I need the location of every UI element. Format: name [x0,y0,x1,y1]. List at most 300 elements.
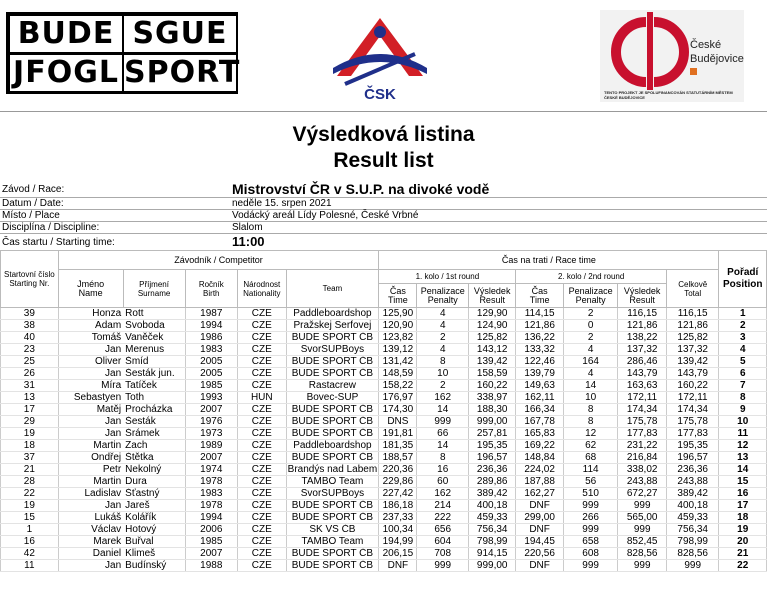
r1-result-cell: 999,00 [468,560,515,572]
position-cell: 21 [719,548,767,560]
r1-penalty-cell: 604 [417,536,469,548]
surname-cell: Procházka [123,404,185,416]
r2-time-cell: 299,00 [516,512,563,524]
r1-penalty-cell: 999 [417,416,469,428]
position-cell: 2 [719,320,767,332]
nationality-cell: CZE [238,548,286,560]
ceske-budejovice-logo [600,10,744,102]
surname-cell: Merenus [123,344,185,356]
birth-header [185,270,238,308]
r1-time-header [379,284,417,308]
date-value: neděle 15. srpen 2021 [232,198,332,209]
r1-time-cell: 123,82 [379,332,417,344]
r1-penalty-cell: 16 [417,464,469,476]
r2-time-cell: 148,84 [516,452,563,464]
position-cell: 12 [719,440,767,452]
r2-penalty-cell: 510 [563,488,618,500]
start-number-cell: 28 [1,476,59,488]
r2-penalty-cell: 62 [563,440,618,452]
r2-result-cell: 565,00 [618,512,666,524]
first-name-cell: Martin [58,476,123,488]
start-number-cell: 18 [1,440,59,452]
r2-penalty-cell: 164 [563,356,618,368]
surname-cell: Štětka [123,452,185,464]
team-cell: BUDE SPORT ČB [286,548,379,560]
birth-year-cell: 1985 [185,536,238,548]
total-cell: 172,11 [666,392,719,404]
birth-year-cell: 1983 [185,344,238,356]
r1-result-cell: 129,90 [468,308,515,320]
team-cell: BUDE SPORT ČB [286,368,379,380]
header-text: Surname [137,288,171,298]
start-label: Čas startu / Starting time: [2,237,115,248]
start-number-cell: 22 [1,488,59,500]
r2-time-cell: 165,83 [516,428,563,440]
r1-time-cell: 229,86 [379,476,417,488]
r2-time-cell: 114,15 [516,308,563,320]
total-cell: 389,42 [666,488,719,500]
r2-time-cell: 136,22 [516,332,563,344]
place-value: Vodácký areál Lídy Polesné, České Vrbné [232,210,419,221]
r2-time-cell: DNF [516,524,563,536]
team-cell: SvorSUPBoys [286,488,379,500]
r1-penalty-cell: 66 [417,428,469,440]
team-cell: Rastacrew [286,380,379,392]
nationality-cell: CZE [238,380,286,392]
r1-time-cell: 100,34 [379,524,417,536]
start-number-cell: 38 [1,320,59,332]
total-cell: 756,34 [666,524,719,536]
total-cell: 116,15 [666,308,719,320]
r1-penalty-cell: 214 [417,500,469,512]
birth-year-cell: 1994 [185,320,238,332]
position-cell: 9 [719,404,767,416]
logo-text: SPORT [124,55,241,90]
r2-result-cell: 852,45 [618,536,666,548]
r1-result-cell: 188,30 [468,404,515,416]
team-cell: SK VS ČB [286,524,379,536]
r1-result-cell: 756,34 [468,524,515,536]
r1-result-header [468,284,515,308]
r1-result-cell: 196,57 [468,452,515,464]
surname-cell: Šmíd [123,356,185,368]
r1-result-cell: 389,42 [468,488,515,500]
r2-penalty-cell: 114 [563,464,618,476]
surname-cell: Vaněček [123,332,185,344]
first-name-cell: Tomáš [58,332,123,344]
total-cell: 174,34 [666,404,719,416]
start-number-cell: 40 [1,332,59,344]
total-cell: 400,18 [666,500,719,512]
r1-penalty-cell: 14 [417,404,469,416]
header-text: Výsledek [473,285,511,296]
total-cell: 175,78 [666,416,719,428]
place-label: Místo / Place [2,210,60,221]
r2-result-cell: 216,84 [618,452,666,464]
team-cell: BUDE SPORT ČB [286,356,379,368]
total-cell: 137,32 [666,344,719,356]
table-row [1,500,767,512]
r1-penalty-cell: 60 [417,476,469,488]
header-text: Národnost [243,279,281,289]
round2-header: 2. kolo / 2nd round [516,270,667,284]
birth-year-cell: 1989 [185,440,238,452]
position-cell: 22 [719,560,767,572]
first-name-cell: Ladislav [58,488,123,500]
surname-cell: Nekolný [123,464,185,476]
header-text: Penalty [427,294,458,305]
team-cell: Bovec-SUP [286,392,379,404]
r2-result-cell: 174,34 [618,404,666,416]
r2-time-cell: 166,34 [516,404,563,416]
start-number-cell: 39 [1,308,59,320]
table-row [1,320,767,332]
r2-result-cell: 828,56 [618,548,666,560]
r2-penalty-cell: 14 [563,380,618,392]
total-cell: 243,88 [666,476,719,488]
total-cell: 798,99 [666,536,719,548]
total-cell: 139,42 [666,356,719,368]
position-cell: 18 [719,512,767,524]
start-number-cell: 19 [1,500,59,512]
surname-cell: Tatíček [123,380,185,392]
nationality-cell: CZE [238,428,286,440]
header-text: Starting Nr. [9,279,50,288]
r1-time-cell: 139,12 [379,344,417,356]
r1-result-cell: 125,82 [468,332,515,344]
nationality-cell: CZE [238,452,286,464]
position-cell: 15 [719,476,767,488]
position-cell: 20 [719,536,767,548]
r2-penalty-cell: 8 [563,404,618,416]
r1-result-cell: 999,00 [468,416,515,428]
start-number-cell: 17 [1,404,59,416]
table-row [1,404,767,416]
r1-time-cell: 148,59 [379,368,417,380]
r1-time-cell: 174,30 [379,404,417,416]
first-name-cell: Václav [58,524,123,536]
birth-year-cell: 2007 [185,404,238,416]
header-text: Celkově [678,279,708,289]
header-text: Name [78,287,103,298]
header-text: Penalty [575,294,606,305]
surname-cell: Dura [123,476,185,488]
birth-year-cell: 2007 [185,548,238,560]
header-text: Jméno [77,278,105,289]
header-text: Pořadí [727,267,759,278]
start-number-cell: 23 [1,344,59,356]
race-label: Závod / Race: [2,184,65,195]
r1-time-cell: 191,81 [379,428,417,440]
nationality-cell: CZE [238,320,286,332]
competitor-header: Závodník / Competitor [58,251,379,270]
birth-year-cell: 1993 [185,392,238,404]
nationality-cell: CZE [238,476,286,488]
r2-penalty-cell: 2 [563,332,618,344]
start-number-cell: 13 [1,392,59,404]
total-cell: 459,33 [666,512,719,524]
nationality-cell: CZE [238,368,286,380]
start-number-cell: 11 [1,560,59,572]
table-row [1,380,767,392]
r1-time-cell: 194,99 [379,536,417,548]
r1-result-cell: 158,59 [468,368,515,380]
r1-result-cell: 289,86 [468,476,515,488]
r2-time-cell: 162,11 [516,392,563,404]
city-emblem-icon [606,12,692,90]
position-cell: 14 [719,464,767,476]
surname-cell: Šrámek [123,428,185,440]
header-text: Penalizace [568,285,613,296]
table-row [1,548,767,560]
birth-year-cell: 1987 [185,308,238,320]
header-text: Startovní číslo [4,270,55,279]
table-row [1,416,767,428]
position-cell: 17 [719,500,767,512]
birth-year-cell: 2006 [185,524,238,536]
r1-penalty-cell: 8 [417,356,469,368]
r2-result-cell: 175,78 [618,416,666,428]
r1-penalty-cell: 8 [417,452,469,464]
position-cell: 11 [719,428,767,440]
race-value: Mistrovství ČR v S.U.P. na divoké vodě [232,181,490,197]
r2-result-cell: 999 [618,500,666,512]
start-number-cell: 29 [1,416,59,428]
birth-year-cell: 1985 [185,380,238,392]
start-number-cell: 26 [1,368,59,380]
r2-result-cell: 138,22 [618,332,666,344]
table-row [1,428,767,440]
r1-result-cell: 160,22 [468,380,515,392]
team-cell: BUDE SPORT ČB [286,404,379,416]
r2-time-cell: 224,02 [516,464,563,476]
position-cell: 6 [719,368,767,380]
r2-result-cell: 672,27 [618,488,666,500]
first-name-cell: Sebastyen [58,392,123,404]
race-row [0,181,767,198]
orange-square-icon [690,68,697,75]
r2-penalty-cell: 658 [563,536,618,548]
team-cell: Paddleboardshop [286,308,379,320]
r1-time-cell: 176,97 [379,392,417,404]
r2-time-cell: 149,63 [516,380,563,392]
position-cell: 13 [719,452,767,464]
r2-penalty-cell: 999 [563,560,618,572]
startno-header [1,251,59,308]
r2-penalty-cell: 10 [563,392,618,404]
csk-logo [325,10,435,105]
team-cell: BUDE SPORT ČB [286,500,379,512]
r1-result-cell: 139,42 [468,356,515,368]
r1-result-cell: 143,12 [468,344,515,356]
r1-penalty-cell: 162 [417,392,469,404]
first-name-cell: Matěj [58,404,123,416]
r1-penalty-cell: 4 [417,308,469,320]
results-table [0,250,767,572]
r2-penalty-cell: 4 [563,344,618,356]
header-text: Time [529,294,550,305]
r2-result-cell: 338,02 [618,464,666,476]
r1-penalty-cell: 999 [417,560,469,572]
team-cell: BUDE SPORT ČB [286,560,379,572]
r2-time-cell: DNF [516,500,563,512]
discipline-row [0,222,767,234]
r2-penalty-cell: 266 [563,512,618,524]
team-cell: TAMBO Team [286,536,379,548]
bude-sport-logo [6,12,241,94]
table-row [1,476,767,488]
start-row [0,234,767,250]
table-row [1,308,767,320]
surname-cell: Rott [123,308,185,320]
header-text: Příjmení [139,279,169,289]
r2-time-cell: 194,45 [516,536,563,548]
r2-time-cell: 139,79 [516,368,563,380]
surname-cell: Klimeš [123,548,185,560]
r2-time-cell: 167,78 [516,416,563,428]
table-row [1,536,767,548]
total-cell: 143,79 [666,368,719,380]
r2-time-cell: 162,27 [516,488,563,500]
r2-time-cell: DNF [516,560,563,572]
r2-penalty-cell: 12 [563,428,618,440]
birth-year-cell: 1978 [185,500,238,512]
position-cell: 1 [719,308,767,320]
r1-time-cell: 237,33 [379,512,417,524]
birth-year-cell: 2007 [185,452,238,464]
r2-time-cell: 122,46 [516,356,563,368]
nationality-cell: CZE [238,500,286,512]
r2-result-cell: 243,88 [618,476,666,488]
position-cell: 10 [719,416,767,428]
logo-text: BUDE [10,16,122,52]
table-row [1,524,767,536]
birth-year-cell: 1988 [185,560,238,572]
start-number-cell: 42 [1,548,59,560]
first-name-cell: Adam [58,320,123,332]
r1-penalty-cell: 2 [417,380,469,392]
r1-time-cell: 227,42 [379,488,417,500]
header-text: Birth [203,288,220,298]
start-number-cell: 31 [1,380,59,392]
first-name-cell: Honza [58,308,123,320]
first-name-cell: Ondřej [58,452,123,464]
nationality-cell: CZE [238,536,286,548]
surname-cell: Šesták [123,416,185,428]
start-number-cell: 19 [1,428,59,440]
team-cell: BUDE SPORT ČB [286,416,379,428]
table-row [1,344,767,356]
r2-result-cell: 163,63 [618,380,666,392]
r2-result-header [618,284,666,308]
city-name-line: České [690,39,722,51]
total-cell: 195,35 [666,440,719,452]
r2-result-cell: 143,79 [618,368,666,380]
r2-result-cell: 172,11 [618,392,666,404]
place-row [0,210,767,222]
r1-time-cell: 186,18 [379,500,417,512]
r1-result-cell: 236,36 [468,464,515,476]
position-cell: 3 [719,332,767,344]
logo-text: SGUE [124,16,236,52]
first-name-cell: Míra [58,380,123,392]
nationality-cell: CZE [238,332,286,344]
table-row [1,560,767,572]
header-text: Ročník [198,279,224,289]
first-name-cell: Marek [58,536,123,548]
total-cell: 236,36 [666,464,719,476]
r2-penalty-cell: 2 [563,308,618,320]
header-text: Nationality [243,288,281,298]
r2-time-cell: 187,88 [516,476,563,488]
r1-time-cell: 188,57 [379,452,417,464]
header-text: Result [629,294,655,305]
r2-penalty-cell: 999 [563,524,618,536]
cofinancing-note: TENTO PROJEKT JE SPOLUFINANCOVÁN STATUTÁRNÍM MĚSTEM ČESKÉ BUDĚJOVICE [604,90,733,100]
nationality-cell: CZE [238,560,286,572]
table-row [1,488,767,500]
r1-penalty-cell: 4 [417,320,469,332]
first-name-cell: Jan [58,560,123,572]
nationality-cell: CZE [238,512,286,524]
total-cell: 125,82 [666,332,719,344]
surname-cell: Šťastný [123,488,185,500]
first-name-cell: Jan [58,368,123,380]
r1-penalty-cell: 14 [417,440,469,452]
total-cell: 160,22 [666,380,719,392]
nationality-cell: HUN [238,392,286,404]
header-text: Total [684,288,702,298]
nationality-cell: CZE [238,416,286,428]
start-number-cell: 15 [1,512,59,524]
r2-penalty-cell: 8 [563,416,618,428]
r2-penalty-cell: 68 [563,452,618,464]
start-number-cell: 25 [1,356,59,368]
surname-cell: Buřval [123,536,185,548]
surname-cell: Kolářík [123,512,185,524]
first-name-cell: Lukáš [58,512,123,524]
r2-result-cell: 177,83 [618,428,666,440]
surname-cell: Hotový [123,524,185,536]
birth-year-cell: 1973 [185,428,238,440]
first-name-cell: Petr [58,464,123,476]
total-header [666,270,719,308]
r1-result-cell: 798,99 [468,536,515,548]
total-cell: 999 [666,560,719,572]
r2-result-cell: 137,32 [618,344,666,356]
table-row [1,356,767,368]
r1-time-cell: 125,90 [379,308,417,320]
csk-label: ČSK [364,86,396,103]
r2-result-cell: 999 [618,560,666,572]
r1-penalty-cell: 4 [417,344,469,356]
total-cell: 121,86 [666,320,719,332]
team-cell: BUDE SPORT ČB [286,512,379,524]
position-cell: 7 [719,380,767,392]
date-row [0,198,767,210]
surname-cell: Šesták jun. [123,368,185,380]
start-number-cell: 16 [1,536,59,548]
surname-cell: Zach [123,440,185,452]
r1-penalty-cell: 10 [417,368,469,380]
title-en: Result list [333,149,434,172]
r1-result-cell: 257,81 [468,428,515,440]
nationality-cell: CZE [238,440,286,452]
position-cell: 16 [719,488,767,500]
r2-time-cell: 133,32 [516,344,563,356]
birth-year-cell: 1983 [185,488,238,500]
team-header: Team [286,270,379,308]
